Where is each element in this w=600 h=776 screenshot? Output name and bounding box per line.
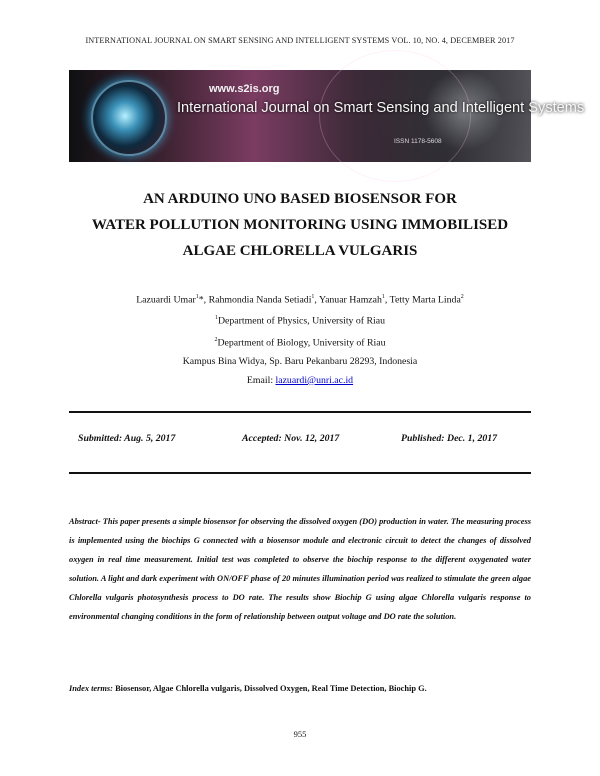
affiliation-mark: 1 bbox=[214, 315, 218, 322]
title-line: AN ARDUINO UNO BASED BIOSENSOR FOR bbox=[143, 191, 457, 207]
author-name: Yanuar Hamzah bbox=[318, 294, 382, 306]
page-number: 955 bbox=[293, 729, 307, 739]
index-terms-label: Index terms: bbox=[69, 684, 113, 693]
title-line: WATER POLLUTION MONITORING USING IMMOBILISED bbox=[91, 217, 509, 233]
author-name: Rahmondia Nanda Setiadi bbox=[208, 294, 312, 306]
affiliation bbox=[0, 331, 600, 352]
running-head: INTERNATIONAL JOURNAL ON SMART SENSING AND INTELLIGENT SYSTEMS VOL. 10, NO. 4, DECEMBER 2017 bbox=[85, 36, 515, 45]
address: Kampus Bina Widya, Sp. Baru Pekanbaru 28293, Indonesia bbox=[182, 355, 418, 367]
published-date: Published: Dec. 1, 2017 bbox=[401, 433, 498, 444]
author-block bbox=[0, 288, 600, 390]
decorative-ring bbox=[319, 50, 471, 182]
author-list bbox=[0, 288, 600, 309]
globe-graphic bbox=[91, 80, 167, 156]
affiliation-mark: 1 bbox=[311, 294, 315, 300]
index-terms-list: Biosensor, Algae Chlorella vulgaris, Dissolved Oxygen, Real Time Detection, Biochip G. bbox=[115, 684, 427, 693]
author-name: Tetty Marta Linda bbox=[389, 294, 461, 306]
affiliation-text: Department of Biology, University of Riau bbox=[217, 336, 386, 348]
affiliation-mark: 1 bbox=[381, 294, 385, 300]
banner-url: www.s2is.org bbox=[209, 83, 280, 95]
affiliation-mark: 1 bbox=[195, 294, 199, 300]
email-label: Email: bbox=[246, 374, 276, 386]
affiliation bbox=[0, 309, 600, 330]
author-name: Lazuardi Umar bbox=[136, 294, 196, 306]
paper-title bbox=[0, 186, 600, 264]
affiliation-mark: 2 bbox=[214, 336, 218, 343]
email-line bbox=[0, 371, 600, 390]
affiliation-text: Department of Physics, University of Riau bbox=[217, 315, 386, 327]
author-sep: *, bbox=[198, 294, 209, 306]
author-sep: , bbox=[314, 294, 319, 306]
journal-banner bbox=[69, 70, 585, 162]
abstract: Abstract- This paper presents a simple biosensor for observing the dissolved oxygen (DO) production in water. The measuring process is implemented using the biochips G connected with a biosensor module and electronic circuit to detect the changes of dissolved oxygen in real time measurement. Initial test was completed to observe the biochip response to the different oxygenated water solution. A light and dark experiment with ON/OFF phase of 20 minutes illumination period was realized to stimulate the green algae Chlorella vulgaris photosynthesis process to DO rate. The results show Biochip G using algae Chlorella vulgaris response to environmental changing conditions in the form of relationship between output voltage and DO rate the solution. bbox=[69, 517, 531, 621]
divider-bottom bbox=[69, 472, 531, 474]
banner-issn: ISSN 1178-5608 bbox=[394, 138, 442, 145]
accepted-date: Accepted: Nov. 12, 2017 bbox=[242, 433, 340, 444]
index-terms bbox=[69, 684, 531, 693]
affiliation-mark: 2 bbox=[460, 294, 464, 300]
banner-title: International Journal on Smart Sensing and Intelligent Systems bbox=[177, 100, 585, 116]
submitted-date: Submitted: Aug. 5, 2017 bbox=[78, 433, 176, 444]
title-line: ALGAE CHLORELLA VULGARIS bbox=[182, 243, 418, 259]
email-link[interactable]: lazuardi@unri.ac.id bbox=[275, 374, 354, 386]
divider-top bbox=[69, 411, 531, 413]
author-sep: , bbox=[384, 294, 390, 306]
